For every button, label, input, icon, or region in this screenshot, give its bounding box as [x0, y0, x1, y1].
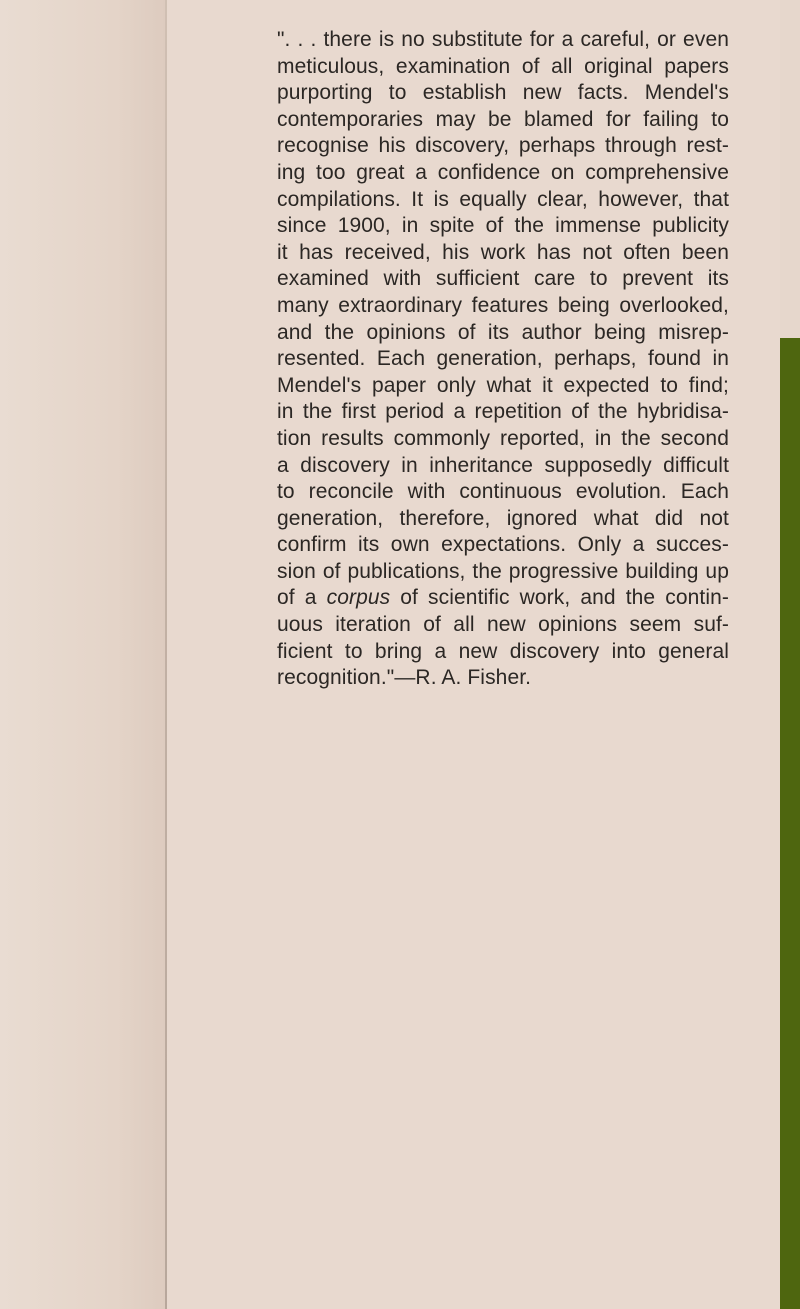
- quote-line: confirm its own expectations. Only a succes-: [277, 533, 729, 557]
- quote-line: tion results commonly reported, in the second: [277, 426, 729, 450]
- cover-edge: [780, 338, 800, 1309]
- quote-line: contemporaries may be blamed for failing to: [277, 107, 729, 131]
- quote-line: ". . . there is no substitute for a careful, or even: [277, 28, 729, 51]
- quote-line: meticulous, examination of all original papers: [277, 54, 729, 78]
- quote-line: ing too great a confidence on comprehensive: [277, 160, 729, 184]
- quote-text: of scientific work, and the contin-: [390, 586, 729, 610]
- quote-line: it has received, his work has not often been: [277, 240, 729, 264]
- corpus-italic: corpus: [326, 586, 391, 610]
- quote-line: compilations. It is equally clear, however, that: [277, 187, 729, 211]
- quote-line: in the first period a repetition of the hybridisa-: [277, 400, 729, 424]
- quote-line-corpus: [277, 585, 729, 612]
- quote-line: since 1900, in spite of the immense publicity: [277, 214, 729, 238]
- quote-line: to reconcile with continuous evolution. Each: [277, 480, 729, 504]
- quote-line: examined with sufficient care to prevent its: [277, 267, 729, 291]
- fisher-quote: [277, 27, 729, 692]
- quote-line: many extraordinary features being overlooked,: [277, 293, 729, 317]
- quote-line: a discovery in inheritance supposedly difficult: [277, 453, 729, 477]
- quote-line: Mendel's paper only what it expected to find;: [277, 373, 729, 397]
- quote-attribution-line: recognition."—R. A. Fisher.: [277, 666, 532, 690]
- quote-line: ficient to bring a new discovery into general: [277, 639, 729, 663]
- quote-line: generation, therefore, ignored what did not: [277, 506, 729, 530]
- quote-line: sion of publications, the progressive building up: [277, 559, 729, 583]
- quote-line: purporting to establish new facts. Mendel's: [277, 81, 729, 105]
- quote-line: and the opinions of its author being misrep-: [277, 320, 729, 344]
- quote-line: uous iteration of all new opinions seem suf-: [277, 613, 729, 637]
- quote-text: of a: [277, 586, 327, 610]
- quote-line: resented. Each generation, perhaps, found in: [277, 347, 729, 371]
- quote-line: recognise his discovery, perhaps through rest-: [277, 134, 729, 158]
- binding-shadow: [0, 0, 165, 1309]
